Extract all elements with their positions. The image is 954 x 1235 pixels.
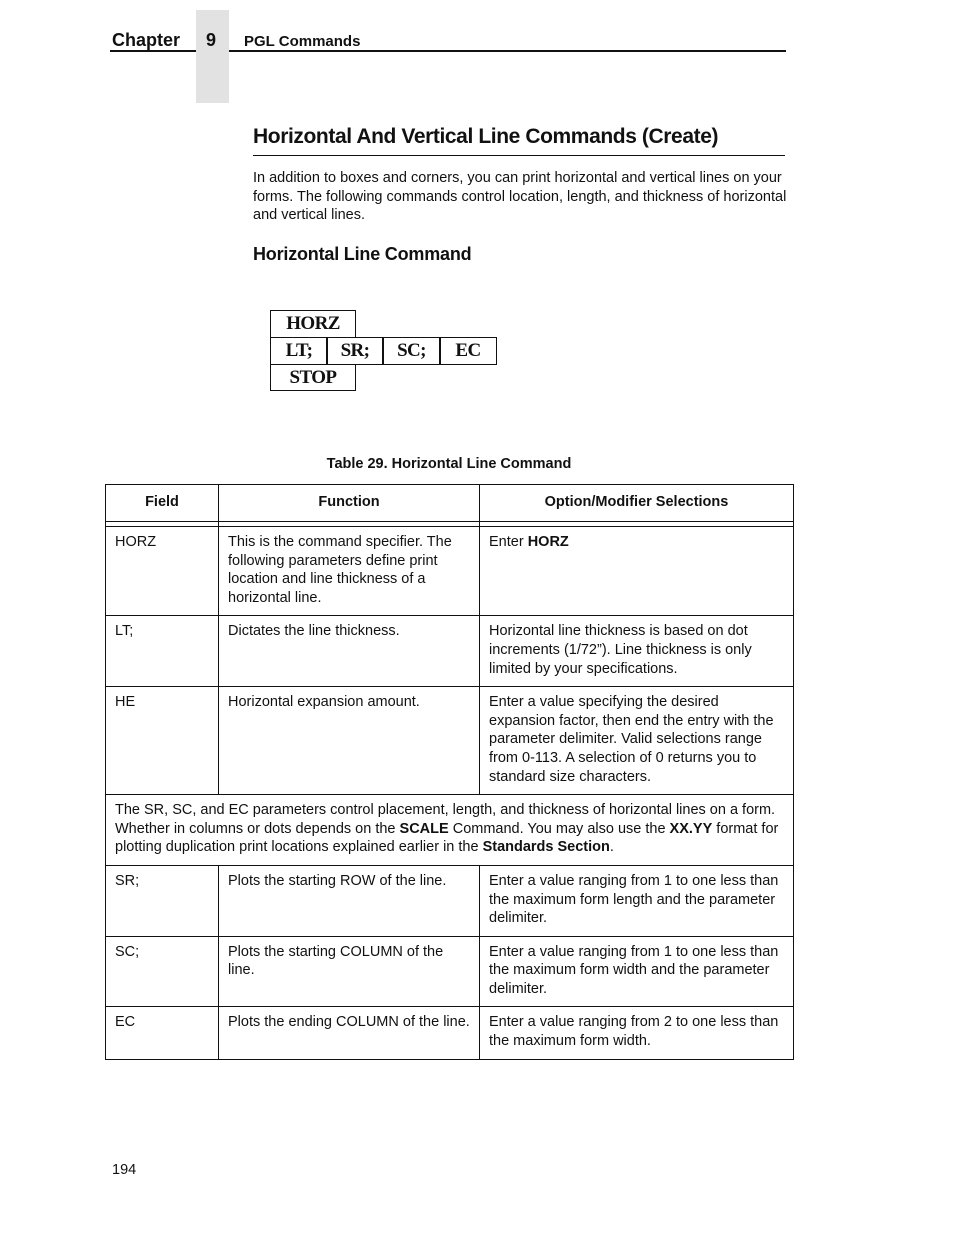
command-table xyxy=(105,484,794,1060)
heading-rule xyxy=(253,155,785,156)
note-text: Command. You may also use the xyxy=(448,820,670,837)
note-bold-scale: SCALE xyxy=(399,820,449,837)
cell-option: Horizontal line thickness is based on dot increments (1/72”). Line thickness is only limited by your specifications. xyxy=(480,616,794,687)
option-text: Enter xyxy=(489,534,528,550)
table-row xyxy=(106,527,794,616)
intro-paragraph: In addition to boxes and corners, you can print horizontal and vertical lines on your forms. The following commands control location, length, and thickness of horizontal and vertical lines. xyxy=(253,170,787,223)
chapter-number: 9 xyxy=(205,30,216,50)
cell-option: Enter a value ranging from 1 to one less than the maximum form length and the parameter delimiter. xyxy=(480,865,794,936)
cell-option: Enter a value ranging from 2 to one less than the maximum form width. xyxy=(480,1007,794,1059)
note-text: format for plotting duplication print locations explained earlier in the xyxy=(115,820,779,856)
syntax-box-horz: HORZ xyxy=(270,310,356,338)
note-bold-standards: Standards Section xyxy=(482,839,610,856)
table-note-row xyxy=(106,795,794,866)
cell-field: EC xyxy=(106,1007,219,1059)
table-row xyxy=(106,687,794,795)
cell-field: SR; xyxy=(106,865,219,936)
note-text: The SR, SC, and EC parameters control placement, length, and thickness of horizontal lines on a form. Whether in columns or dots depends on the xyxy=(115,802,776,837)
chapter-section-title: PGL Commands xyxy=(244,33,361,50)
cell-function: Plots the starting ROW of the line. xyxy=(219,865,480,936)
cell-function: Horizontal expansion amount. xyxy=(219,687,480,795)
header-rule-left xyxy=(110,50,196,52)
table-caption: Table 29. Horizontal Line Command xyxy=(326,456,572,472)
table-row xyxy=(106,616,794,687)
page-number: 194 xyxy=(112,1162,137,1178)
column-header-options: Option/Modifier Selections xyxy=(480,485,794,522)
chapter-label: Chapter xyxy=(112,30,181,50)
subheading: Horizontal Line Command xyxy=(253,244,472,264)
cell-function: Plots the ending COLUMN of the line. xyxy=(219,1007,480,1059)
table-row xyxy=(106,1007,794,1059)
option-bold-text: HORZ xyxy=(527,534,569,550)
cell-option xyxy=(480,527,794,616)
table-row xyxy=(106,936,794,1007)
cell-option: Enter a value ranging from 1 to one less than the maximum form width and the parameter delimiter. xyxy=(480,936,794,1007)
cell-field: SC; xyxy=(106,936,219,1007)
cell-field: LT; xyxy=(106,616,219,687)
note-text: . xyxy=(609,839,614,856)
cell-function: This is the command specifier. The following parameters define print location and line thickness of a horizontal line. xyxy=(219,527,480,616)
cell-field: HE xyxy=(106,687,219,795)
note-bold-xxyy: XX.YY xyxy=(669,820,713,837)
column-header-function: Function xyxy=(219,485,480,522)
chapter-tab xyxy=(196,10,229,103)
table-header-row xyxy=(106,485,794,522)
table-note xyxy=(106,795,794,866)
syntax-box-sc: SC; xyxy=(382,337,441,365)
column-header-field: Field xyxy=(106,485,219,522)
cell-field: HORZ xyxy=(106,527,219,616)
syntax-box-lt: LT; xyxy=(270,337,328,365)
syntax-box-sr: SR; xyxy=(326,337,384,365)
cell-function: Plots the starting COLUMN of the line. xyxy=(219,936,480,1007)
syntax-box-ec: EC xyxy=(439,337,497,365)
table-row xyxy=(106,865,794,936)
syntax-box-stop: STOP xyxy=(270,364,356,391)
cell-option: Enter a value specifying the desired expansion factor, then end the entry with the parameter delimiter. Valid selections range from 0-113. A selection of 0 returns you to standard size characters. xyxy=(480,687,794,795)
cell-function: Dictates the line thickness. xyxy=(219,616,480,687)
section-heading: Horizontal And Vertical Line Commands (Create) xyxy=(253,125,719,148)
header-rule-right xyxy=(229,50,786,52)
